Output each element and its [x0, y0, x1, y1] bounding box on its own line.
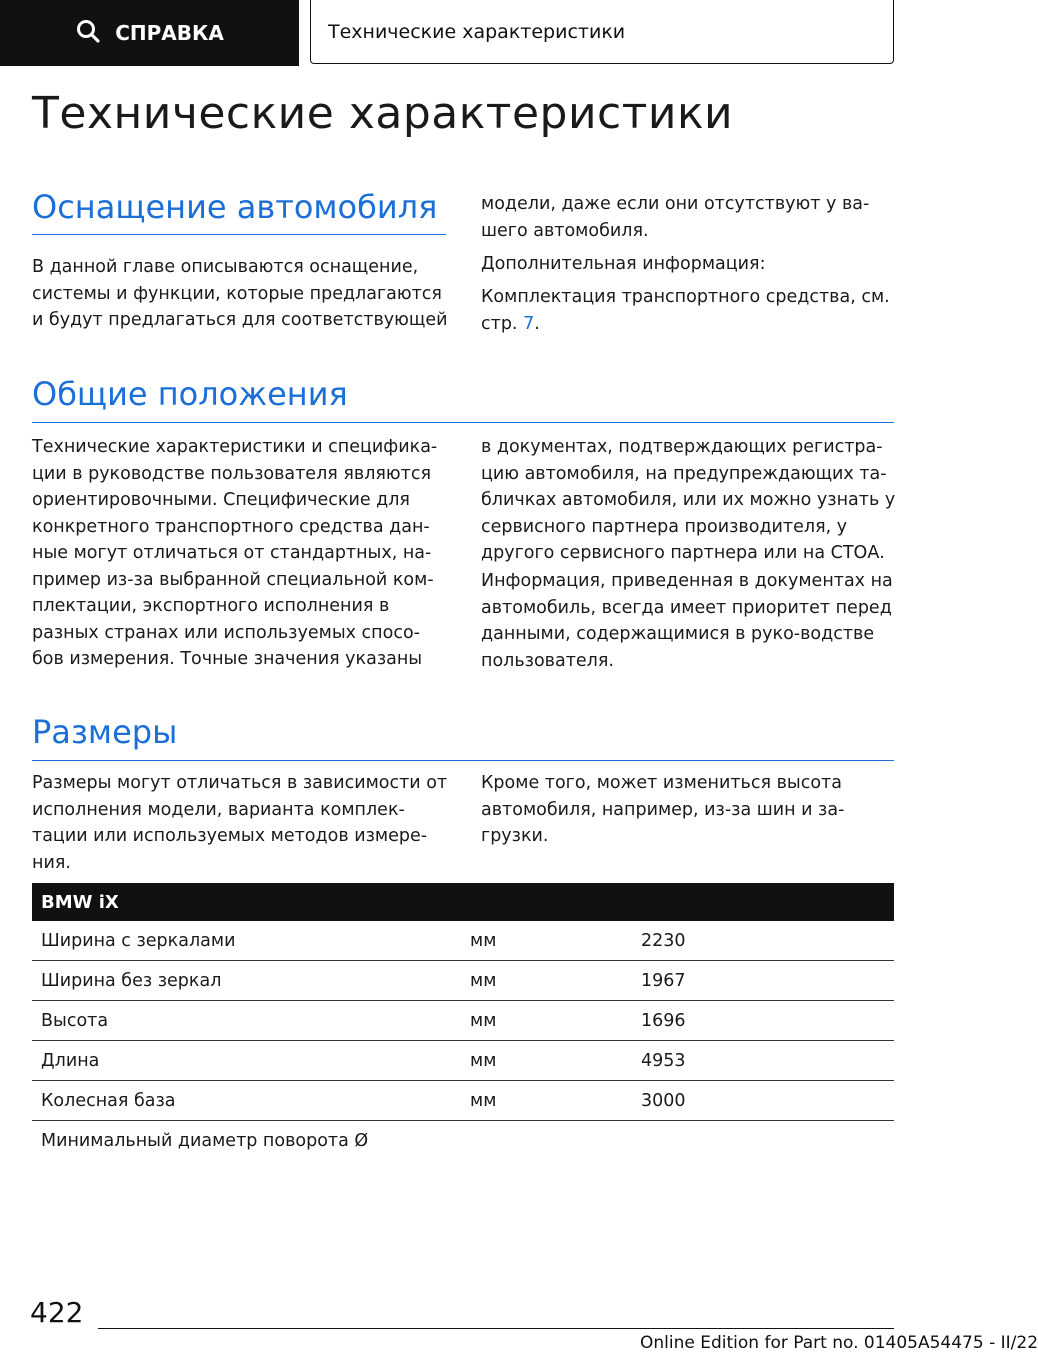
section-title-dimensions: Размеры [32, 713, 178, 751]
table-header [32, 883, 894, 921]
help-label: СПРАВКА [115, 21, 224, 45]
help-tab[interactable] [0, 0, 299, 66]
row-unit: мм [470, 1010, 497, 1031]
row-value: 1967 [641, 970, 686, 991]
section-rule [32, 234, 446, 235]
dimensions-col2-text: Кроме того, может измениться высота автомобиля, например, из-за шин и за-грузки. [481, 773, 845, 846]
equipment-more-info: Дополнительная информация: [481, 254, 766, 274]
section-rule [32, 422, 894, 423]
row-value: 1696 [641, 1010, 686, 1031]
section-title-general: Общие положения [32, 375, 348, 413]
row-label: Минимальный диаметр поворота Ø [41, 1130, 369, 1151]
table-header-label: BMW iX [41, 891, 119, 913]
general-col2-priority: Информация, приведенная в документах на автомобиль, всегда имеет приоритет перед данными, содержащимися в руко-водстве пользователя. [481, 571, 893, 671]
edition-text: Online Edition for Part no. 01405A54475 - II/22 [640, 1333, 1038, 1353]
general-col1-text: Технические характеристики и специфика-ции в руководстве пользователя являются ориентировочными. Специфические для конкретного транспортного средства дан-ные могут отличаться от стандартных, на-пример из-за выбранной специальной ком-плектации, экспортного исполнения в разных странах или используемых спосо-бов измерения. Точные значения указаны [32, 437, 438, 669]
row-label: Ширина без зеркал [41, 970, 222, 991]
chapter-tab[interactable] [310, 0, 894, 64]
equipment-col2-text: модели, даже если они отсутствуют у ва-шего автомобиля. [481, 194, 870, 241]
table-row [32, 1041, 894, 1081]
row-value: 2230 [641, 930, 686, 951]
row-label: Колесная база [41, 1090, 176, 1111]
table-row [32, 1121, 894, 1160]
table-row [32, 1001, 894, 1041]
row-label: Длина [41, 1050, 100, 1071]
table-row [32, 1081, 894, 1121]
row-value: 3000 [641, 1090, 686, 1111]
row-unit: мм [470, 1050, 497, 1071]
row-label: Высота [41, 1010, 109, 1031]
row-unit: мм [470, 970, 497, 991]
section-title-equipment: Оснащение автомобиля [32, 188, 438, 226]
table-row [32, 961, 894, 1001]
row-unit: мм [470, 1090, 497, 1111]
page-link[interactable]: 7 [523, 313, 535, 334]
reference-text: Комплектация транспортного средства, см. стр. [481, 287, 890, 334]
equipment-reference [481, 284, 894, 337]
chapter-label: Технические характеристики [328, 20, 626, 43]
dimensions-table [32, 883, 894, 1160]
reference-suffix: . [534, 313, 540, 334]
equipment-col1-text: В данной главе описываются оснащение, системы и функции, которые предлагаются и будут предлагаться для соответствующей [32, 257, 448, 330]
row-value: 4953 [641, 1050, 686, 1071]
search-icon [75, 18, 101, 49]
row-unit: мм [470, 930, 497, 951]
page-number: 422 [30, 1296, 84, 1329]
dimensions-col1-text: Размеры могут отличаться в зависимости от исполнения модели, варианта комплек-тации или используемых методов измере-ния. [32, 773, 448, 873]
table-row [32, 921, 894, 961]
general-col2-text: в документах, подтверждающих регистра-цию автомобиля, на предупреждающих та-бличках автомобиля, или их можно узнать у сервисного партнера производителя, у другого сервисного партнера или на СТОА. [481, 437, 896, 563]
footer-rule [98, 1328, 894, 1329]
row-label: Ширина с зеркалами [41, 930, 236, 951]
section-rule [32, 760, 894, 761]
page-title: Технические характеристики [32, 88, 734, 139]
